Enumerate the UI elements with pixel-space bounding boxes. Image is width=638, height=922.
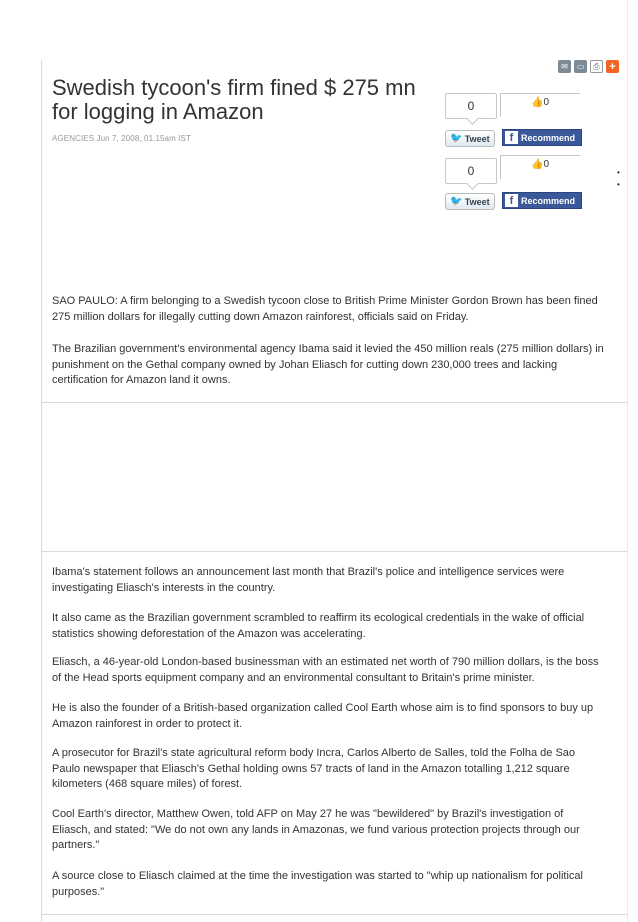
thumbs-up-icon: 👍 bbox=[531, 159, 544, 170]
article-paragraph: The Brazilian government's environmental agency Ibama said it levied the 450 million reals (275 million dollars) in punishment on the Gethal company owned by Johan Eliasch for cutting down 230,000 trees and lacking certification for Amazon land it owns. bbox=[52, 343, 604, 386]
like-count: 0 bbox=[543, 159, 550, 170]
recommend-label: Recommend bbox=[521, 195, 576, 206]
content-right-border bbox=[627, 0, 628, 922]
article-paragraph: A prosecutor for Brazil's state agricultural reform body Incra, Carlos Alberto de Salles, told the Folha de Sao Paulo newspaper that Eliasch's Gethal holding owns 57 tracts of land in the Amazon totalling 1,212 square kilometers (468 square miles) of forest. bbox=[52, 747, 576, 790]
recommend-label: Recommend bbox=[521, 132, 576, 143]
content-left-border bbox=[41, 60, 42, 922]
article-title: Swedish tycoon's firm fined $ 275 mn for logging in Amazon bbox=[52, 75, 416, 124]
facebook-recommend-button[interactable] bbox=[502, 192, 582, 209]
plus-icon[interactable]: + bbox=[606, 60, 619, 73]
article-paragraph: A source close to Eliasch claimed at the time the investigation was started to "whip up nationalism for political purposes." bbox=[52, 870, 583, 898]
message-icon[interactable]: ▭ bbox=[574, 60, 587, 73]
twitter-bird-icon: 🐦 bbox=[450, 196, 463, 207]
article-paragraph: Cool Earth's director, Matthew Owen, told AFP on May 27 he was "bewildered" by Brazil's investigation of Eliasch, and stated: "We do not own any lands in Amazonas, we fund various protection projects through our partners." bbox=[52, 808, 580, 851]
article-paragraph: It also came as the Brazilian government scrambled to reaffirm its ecological credentials in the wake of official statistics showing deforestation of the Amazon was accelerating. bbox=[52, 612, 585, 640]
thumbs-up-icon: 👍 bbox=[531, 97, 544, 108]
tweet-count: 0 bbox=[445, 93, 497, 119]
article-paragraph: SAO PAULO: A firm belonging to a Swedish tycoon close to British Prime Minister Gordon Brown has been fined 275 million dollars for illegally cutting down Amazon rainforest, officials said on Friday. bbox=[52, 295, 598, 323]
article-end-divider bbox=[42, 914, 627, 915]
article-paragraph: He is also the founder of a British-based organization called Cool Earth whose aim is to find sponsors to buy up Amazon rainforest in order to protect it. bbox=[52, 702, 594, 730]
facebook-icon: f bbox=[505, 131, 518, 144]
article-byline: AGENCIES Jun 7, 2008, 01.15am IST bbox=[52, 134, 191, 143]
tweet-label: Tweet bbox=[464, 196, 490, 207]
share-toolbar bbox=[558, 60, 619, 73]
like-count-box bbox=[500, 93, 580, 117]
ad-divider-top bbox=[42, 402, 627, 403]
tweet-button[interactable] bbox=[445, 193, 495, 210]
twitter-bird-icon: 🐦 bbox=[450, 133, 463, 144]
article-paragraph: Ibama's statement follows an announcement last month that Brazil's police and intelligence services were investigating Eliasch's interests in the country. bbox=[52, 566, 565, 594]
facebook-recommend-button[interactable] bbox=[502, 129, 582, 146]
article-paragraph: Eliasch, a 46-year-old London-based businessman with an estimated net worth of 790 million dollars, is the boss of the Head sports equipment company and an environmental consultant to Britain's prime minister. bbox=[52, 656, 599, 684]
like-count: 0 bbox=[543, 97, 550, 108]
print-icon[interactable]: ⎙ bbox=[590, 60, 603, 73]
ad-divider-bottom bbox=[42, 551, 627, 552]
tweet-button[interactable] bbox=[445, 130, 495, 147]
facebook-icon: f bbox=[505, 194, 518, 207]
tweet-label: Tweet bbox=[464, 133, 490, 144]
tweet-count: 0 bbox=[445, 158, 497, 184]
bullet-list-fragment: • • bbox=[617, 168, 620, 189]
like-count-box bbox=[500, 155, 580, 179]
mail-icon[interactable]: ✉ bbox=[558, 60, 571, 73]
